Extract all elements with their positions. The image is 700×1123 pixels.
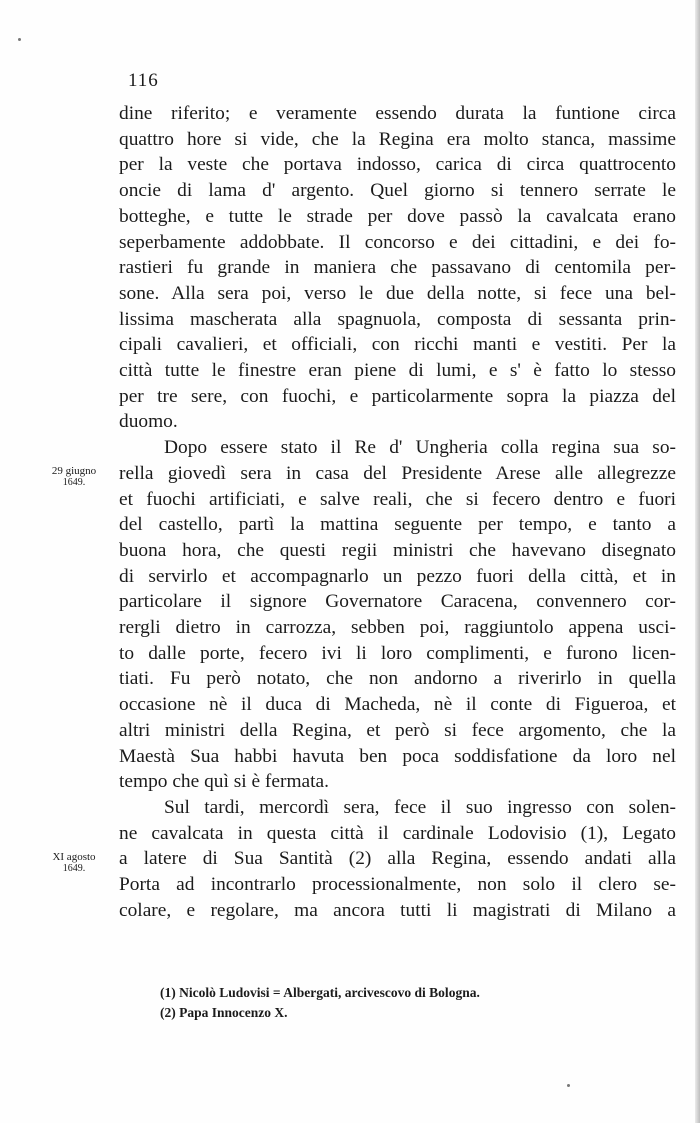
text-line: per tre sere, con fuochi, e particolarmente sopra la piazza del [119,385,676,407]
text-line: Maestà Sua habbi havuta ben poca soddisfatione da loro nel [119,745,676,767]
text-line: sone. Alla sera poi, verso le due della notte, si fece una bel- [119,282,676,304]
footnote: (1) Nicolò Ludovisi = Albergati, arcivescovo di Bologna. [160,985,480,1000]
text-line: buona hora, che questi regii ministri che havevano disegnato [119,539,676,561]
footnote: (2) Papa Innocenzo X. [160,1005,288,1020]
text-line: colare, e regolare, ma ancora tutti li magistrati di Milano a [119,899,676,921]
paragraph-end-line: duomo. [119,411,178,433]
text-line: a latere di Sua Santità (2) alla Regina, essendo andati alla [119,848,676,870]
margin-note-date [38,851,110,875]
paragraph-end-line: tempo che quì si è fermata. [119,771,329,793]
text-line: rastieri fu grande in maniera che passavano di centomila per- [119,257,676,279]
paper-speck [567,1084,570,1087]
footnotes [160,983,480,1023]
margin-note-date [38,465,110,489]
text-line: Porta ad incontrarlo processionalmente, non solo il clero se- [119,874,676,896]
paragraph-start-line: Sul tardi, mercordì sera, fece il suo ingresso con solen- [164,796,676,818]
text-line: quattro hore si vide, che la Regina era molto stanca, massime [119,128,676,150]
margin-note-day: 29 giugno [51,465,97,477]
margin-note-day: XI agosto [52,851,96,863]
page-number: 116 [128,70,159,91]
paper-speck [18,38,21,41]
text-line: di servirlo et accompagnarlo un pezzo fuori della città, et in [119,565,676,587]
text-line: dine riferito; e veramente essendo durata la funtione circa [119,103,676,124]
text-line: tiati. Fu però notato, che non andorno a riverirlo in quella [119,668,676,690]
text-line: altri ministri della Regina, et però si fece argomento, che la [119,719,676,741]
text-line: del castello, partì la mattina seguente per tempo, e tanto a [119,514,676,536]
body-text [119,101,676,924]
text-line: rergli dietro in carrozza, sebben poi, raggiuntolo appena usci- [119,617,676,639]
text-line: oncie di lama d' argento. Quel giorno si tennero serrate le [119,180,676,202]
text-line: rella giovedì sera in casa del Presidente Arese alle allegrezze [119,462,676,484]
text-line: città tutte le finestre eran piene di lumi, e s' è fatto lo stesso [119,360,676,382]
text-line: particolare il signore Governatore Caracena, convennero cor- [119,591,676,613]
text-line: occasione nè il duca di Macheda, nè il conte di Figueroa, et [119,694,676,716]
text-line: botteghe, e tutte le strade per dove passò la cavalcata erano [119,205,676,227]
text-line: ne cavalcata in questa città il cardinale Lodovisio (1), Legato [119,822,676,844]
text-line: to dalle porte, fecero ivi li loro complimenti, e furono licen- [119,642,676,664]
text-line: lissima mascherata alla spagnuola, composta di sessanta prin- [119,308,676,330]
margin-note-year: 1649. [62,863,86,874]
text-line: et fuochi artificiati, e salve reali, che si fecero dentro e fuori [119,488,676,510]
text-line: seperbamente addobbate. Il concorso e dei cittadini, e dei fo- [119,231,676,253]
paragraph-start-line: Dopo essere stato il Re d' Ungheria colla regina sua so- [164,437,676,459]
margin-note-year: 1649. [62,477,86,488]
text-line: cipali cavalieri, et officiali, con ricchi manti e vestiti. Per la [119,334,676,356]
text-line: per la veste che portava indosso, carica di circa quattrocento [119,154,676,176]
page-edge-shadow [695,0,700,1123]
